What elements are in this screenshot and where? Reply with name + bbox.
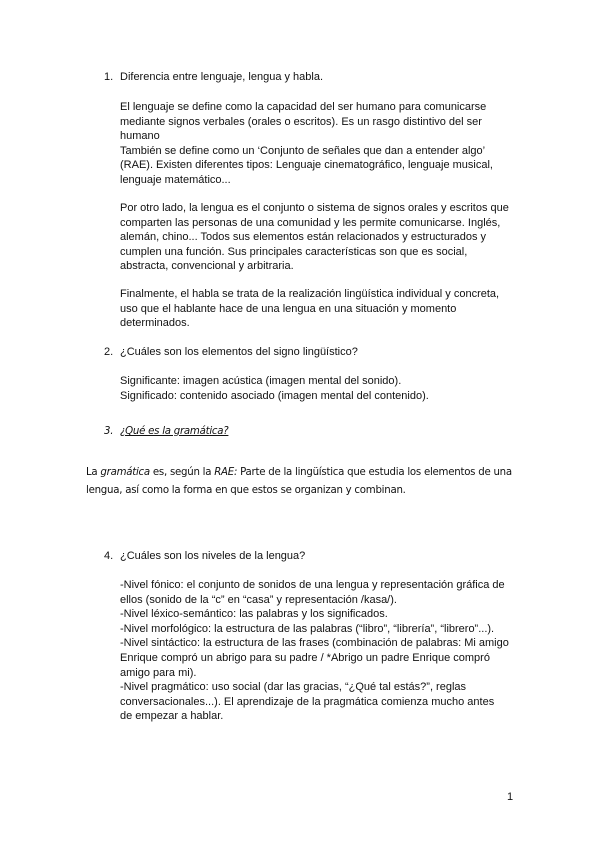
paragraph-niveles xyxy=(120,578,509,724)
definition-line xyxy=(86,464,512,482)
source: RAE: xyxy=(214,467,238,478)
text-line: alemán, chino... Todos sus elementos están relacionados y estructurados y xyxy=(120,231,487,244)
item-number: 2. xyxy=(104,346,114,358)
paragraph-lengua xyxy=(120,201,509,274)
text-line: También se define como un ‘Conjunto de señales que dan a entender algo’ xyxy=(120,144,486,157)
paragraph-habla xyxy=(120,287,499,331)
text-line: determinados. xyxy=(120,317,190,330)
question-heading: ¿Cuáles son los elementos del signo lingüístico? xyxy=(120,346,358,358)
text-line: Finalmente, el habla se trata de la realización lingüística individual y concreta, xyxy=(120,288,500,300)
item-number: 4. xyxy=(104,550,114,562)
definition-line: lengua, así como la forma en que estos se organizan y combinan. xyxy=(86,485,406,496)
gramatica-definition xyxy=(86,464,512,500)
text-line: conversacionales...). El aprendizaje de la pragmática comienza mucho antes xyxy=(120,695,495,708)
text-line: (RAE). Existen diferentes tipos: Lenguaje cinematográfico, lenguaje musical, xyxy=(120,159,493,172)
question-heading: Diferencia entre lenguaje, lengua y habla. xyxy=(120,71,324,83)
text-line: -Nivel sintáctico: la estructura de las frases (combinación de palabras: Mi amigo xyxy=(120,637,509,650)
text-line: Por otro lado, la lengua es el conjunto o sistema de signos orales y escritos que xyxy=(120,202,509,214)
text-line: Enrique compró un abrigo para su padre / *Abrigo un padre Enrique compró xyxy=(120,651,490,664)
text-line: -Nivel pragmático: uso social (dar las gracias, “¿Qué tal estás?”, reglas xyxy=(120,681,467,694)
question-heading: ¿Cuáles son los niveles de la lengua? xyxy=(120,550,306,562)
text-line: comparten las personas de una comunidad y les permite comunicarse. Inglés, xyxy=(120,216,501,229)
text-line: lenguaje matemático... xyxy=(120,173,231,186)
text-line: -Nivel fónico: el conjunto de sonidos de una lengua y representación gráfica de xyxy=(120,579,505,591)
paragraph-signo xyxy=(120,374,429,403)
text-line: uso que el hablante hace de una lengua en una situación y momento xyxy=(120,302,457,315)
text: es, según la xyxy=(149,467,215,478)
text-line: humano xyxy=(120,130,160,143)
text-line: Significante: imagen acústica (imagen mental del sonido). xyxy=(120,375,402,387)
text-line: ellos (sonido de la “c” en “casa” y representación /kasa/). xyxy=(120,593,397,606)
text-line: -Nivel léxico-semántico: las palabras y los significados. xyxy=(120,608,388,621)
text-line: El lenguaje se define como la capacidad del ser humano para comunicarse xyxy=(120,101,487,113)
question-heading: ¿Qué es la gramática? xyxy=(120,426,229,437)
paragraph-lenguaje xyxy=(120,100,493,188)
text: La xyxy=(86,467,101,478)
text-line: amigo para mi). xyxy=(120,666,197,679)
text-line: de empezar a hablar. xyxy=(120,710,224,723)
item-number: 1. xyxy=(104,71,114,83)
text-line: cumplen una función. Sus principales características son que es social, xyxy=(120,245,468,258)
text: Parte de la lingüística que estudia los elementos de una xyxy=(237,467,512,478)
item-number: 3. xyxy=(104,426,114,437)
text-line: abstracta, convencional y arbitraria. xyxy=(120,260,294,273)
text-line: Significado: contenido asociado (imagen mental del contenido). xyxy=(120,389,429,402)
page-number: 1 xyxy=(507,791,514,803)
term: gramática xyxy=(100,467,150,478)
text-line: -Nivel morfológico: la estructura de las palabras (“libro”, “librería”, “librero”...). xyxy=(120,622,495,635)
text-line: mediante signos verbales (orales o escritos). Es un rasgo distintivo del ser xyxy=(120,115,482,128)
